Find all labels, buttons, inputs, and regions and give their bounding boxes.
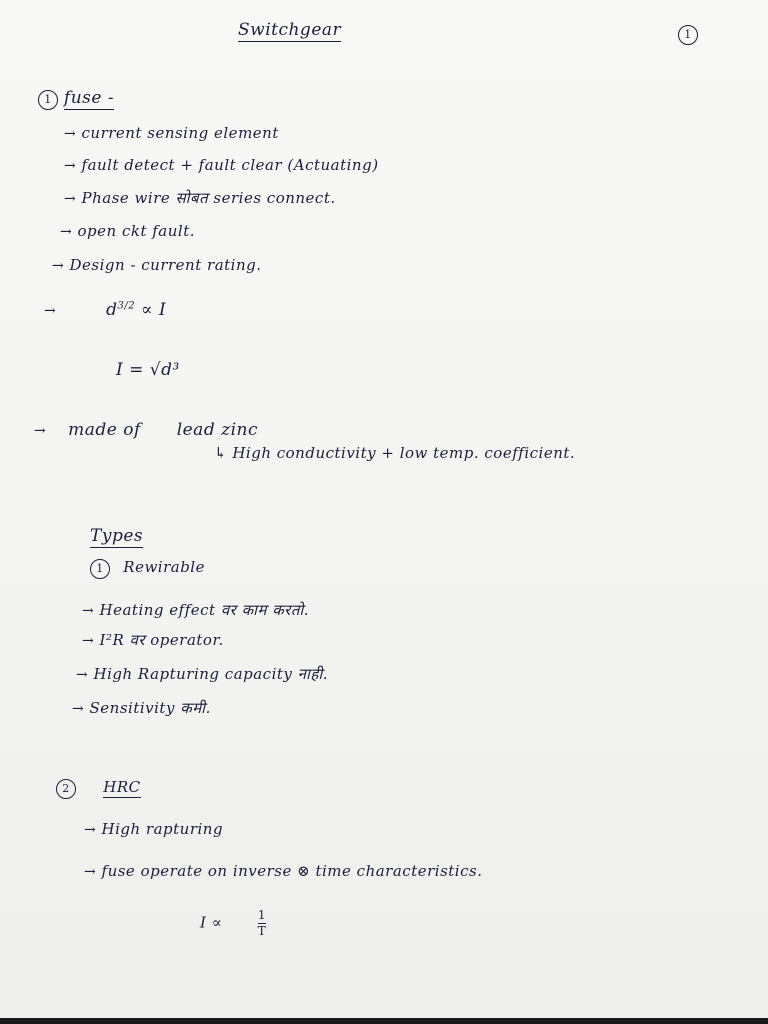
section1-number: 1 bbox=[38, 90, 58, 110]
line-5-text: Design - current rating. bbox=[69, 256, 262, 274]
formula-root: I = √d³ bbox=[116, 360, 180, 380]
page-number: 1 bbox=[678, 25, 698, 45]
formula-proportional: ∝ I bbox=[141, 300, 167, 320]
inverse-formula bbox=[200, 908, 266, 939]
line-1-text: current sensing element bbox=[81, 124, 279, 142]
line-9: ↳ High conductivity + low temp. coefficient. bbox=[214, 444, 576, 462]
line-8-text-a: made of bbox=[68, 420, 141, 440]
type1-line-4-text: Sensitivity कमी. bbox=[89, 699, 211, 717]
inverse-formula-lhs: I ∝ bbox=[200, 913, 223, 932]
line-6 bbox=[44, 300, 166, 320]
page-title: Switchgear bbox=[238, 20, 342, 40]
line-8 bbox=[34, 420, 258, 440]
fraction-denominator: T bbox=[257, 924, 267, 938]
arrow-icon: → bbox=[64, 126, 77, 142]
type1-line-4 bbox=[72, 698, 211, 718]
type1-line-2-text: I²R वर operator. bbox=[99, 631, 224, 649]
arrow-icon: → bbox=[52, 258, 65, 274]
arrow-icon: → bbox=[76, 667, 89, 683]
arrow-icon: → bbox=[44, 303, 57, 319]
line-2 bbox=[64, 156, 379, 174]
type1-line-1-text: Heating effect वर काम करतो. bbox=[99, 601, 310, 619]
type2-line-2-text: fuse operate on inverse ⊗ time characteristics. bbox=[101, 862, 483, 880]
fraction-numerator: 1 bbox=[257, 908, 266, 922]
line-4 bbox=[60, 222, 195, 240]
arrow-icon: → bbox=[72, 701, 85, 717]
arrow-icon: → bbox=[64, 191, 77, 207]
inverse-formula-fraction bbox=[258, 908, 267, 939]
arrow-icon: → bbox=[82, 603, 95, 619]
arrow-icon: → bbox=[82, 633, 95, 649]
section1-heading-row bbox=[38, 88, 114, 110]
type2-line-2 bbox=[84, 862, 482, 880]
type2-number: 2 bbox=[56, 779, 76, 799]
line-5 bbox=[52, 256, 262, 274]
arrow-icon: → bbox=[64, 158, 77, 174]
page-edge-shadow bbox=[0, 1018, 768, 1024]
arrow-icon: → bbox=[84, 822, 97, 838]
types-heading: Types bbox=[90, 526, 144, 546]
type1-label: Rewirable bbox=[123, 558, 205, 576]
line-1 bbox=[64, 124, 279, 142]
type2-row bbox=[56, 778, 141, 799]
type1-row bbox=[90, 558, 205, 579]
type2-line-1-text: High rapturing bbox=[101, 820, 224, 838]
type1-line-2 bbox=[82, 630, 224, 650]
type1-line-3-text: High Rapturing capacity नाही. bbox=[93, 665, 328, 683]
arrow-icon: → bbox=[34, 423, 47, 439]
page-number-wrapper bbox=[678, 24, 698, 45]
formula-exponent: 3/2 bbox=[117, 300, 136, 312]
line-3 bbox=[64, 188, 336, 208]
line-8-text-b: lead zinc bbox=[176, 420, 258, 440]
line-2-text: fault detect + fault clear (Actuating) bbox=[81, 156, 379, 174]
arrow-icon: → bbox=[60, 224, 73, 240]
type2-line-1 bbox=[84, 820, 223, 838]
type2-label: HRC bbox=[103, 778, 141, 796]
section1-heading: fuse - bbox=[63, 88, 115, 108]
line-3-text: Phase wire सोबत series connect. bbox=[81, 189, 336, 207]
line-4-text: open ckt fault. bbox=[77, 222, 195, 240]
formula-base: d bbox=[106, 300, 118, 320]
type1-line-3 bbox=[76, 664, 328, 684]
type1-line-1 bbox=[82, 600, 309, 620]
type1-number: 1 bbox=[90, 559, 110, 579]
arrow-icon: → bbox=[84, 864, 97, 880]
